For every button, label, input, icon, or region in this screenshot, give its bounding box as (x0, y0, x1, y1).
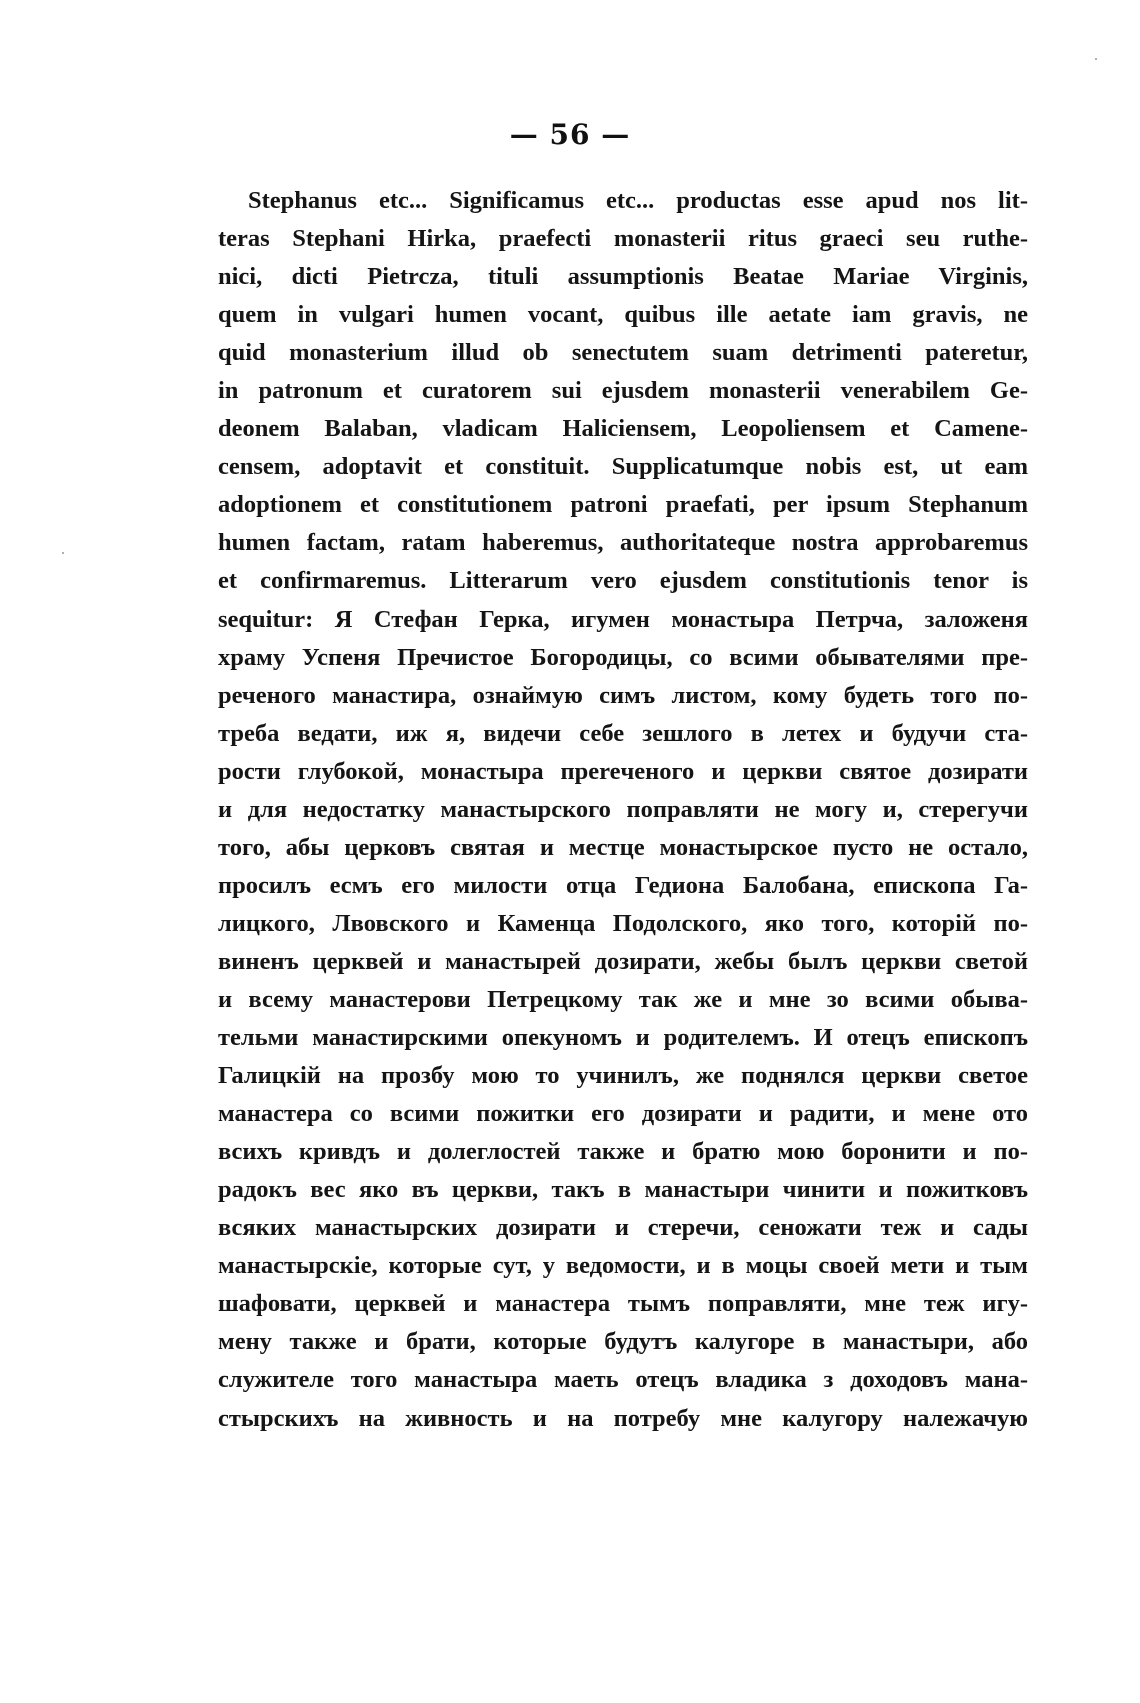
text-line: всихъ кривдъ и долеглостей также и братю мою боронити и по- (218, 1138, 1028, 1166)
text-line: deonem Balaban, vladicam Haliciensem, Leopoliensem et Camene- (218, 415, 1028, 443)
text-line: и для недостатку манастырского поправляти не могу и, стерегучи (218, 795, 1028, 823)
text-line: треба ведати, иж я, видечи себе зешлого в летех и будучи ста- (218, 719, 1028, 747)
text-line: лицкого, Лвовского и Каменца Подолского, яко того, которій по- (218, 909, 1028, 937)
text-line: quid monasterium illud ob senectutem suam detrimenti pateretur, (218, 339, 1028, 367)
text-line: шафовати, церквей и манастера тымъ поправляти, мне теж игу- (218, 1290, 1028, 1318)
page-number: — 56 — (509, 118, 631, 151)
text-line: рости глубокой, монастыра прereченого и церкви святое дозирати (218, 757, 1028, 785)
text-line: служителе того манастыра маеть отецъ владика з доходовъ мана- (218, 1366, 1028, 1394)
body-text (218, 182, 1028, 1438)
text-line: nici, dicti Pietrcza, tituli assumptionis Beatae Mariae Virginis, (218, 263, 1028, 291)
scan-speck (62, 552, 64, 554)
text-line: манастырскіе, которые сут, у ведомости, и в моцы своей мети и тым (218, 1252, 1028, 1280)
text-line: censem, adoptavit et constituit. Supplicatumque nobis est, ut eam (218, 453, 1028, 481)
text-line: Stephanus etc... Significamus etc... productas esse apud nos lit- (248, 187, 1028, 214)
text-line: humen factam, ratam haberemus, authoritateque nostra approbaremus (218, 529, 1028, 557)
text-line: радокъ вес яко въ церкви, такъ в манастыри чинити и пожитковъ (218, 1176, 1028, 1204)
text-line: храму Успеня Пречистое Богородицы, со всими обывателями пре- (218, 643, 1028, 671)
text-line: adoptionem et constitutionem patroni praefati, per ipsum Stephanum (218, 491, 1028, 519)
text-line: sequitur: Я Стефан Герка, игумен монастыра Петрча, заложеня (218, 605, 1028, 633)
text-line: просилъ есмъ его милости отца Гедиона Балобана, епископа Га- (218, 871, 1028, 899)
text-line: тельми манастирскими опекуномъ и родителемъ. И отецъ епископъ (218, 1024, 1028, 1052)
scan-speck (1095, 58, 1097, 60)
text-line: et confirmaremus. Litterarum vero ejusdem constitutionis tenor is (218, 567, 1028, 595)
text-line: in patronum et curatorem sui ejusdem monasterii venerabilem Ge- (218, 377, 1028, 405)
text-line: teras Stephani Hirka, praefecti monasterii ritus graeci seu ruthe- (218, 225, 1028, 253)
text-line: стырскихъ на живность и на потребу мне калугору належачую (218, 1404, 1028, 1432)
text-line: мену также и брати, которые будутъ калугоре в манастыри, або (218, 1328, 1028, 1356)
text-line: quem in vulgari humen vocant, quibus ille aetate iam gravis, ne (218, 301, 1028, 329)
text-line: всяких манастырских дозирати и стеречи, сеножати теж и сады (218, 1214, 1028, 1242)
text-line: Галицкій на прозбу мою то учинилъ, же поднялся церкви светое (218, 1062, 1028, 1090)
text-line: того, абы церковъ святая и местце монастырское пусто не остало, (218, 833, 1028, 861)
text-line: и всему манастерови Петрецкому так же и мне зо всими обыва- (218, 985, 1028, 1013)
text-line: виненъ церквей и манастырей дозирати, жебы былъ церкви светой (218, 947, 1028, 975)
text-line: реченого манастира, ознаймую симъ листом, кому будеть того по- (218, 681, 1028, 709)
text-line: манастера со всими пожитки его дозирати и радити, и мене ото (218, 1100, 1028, 1128)
